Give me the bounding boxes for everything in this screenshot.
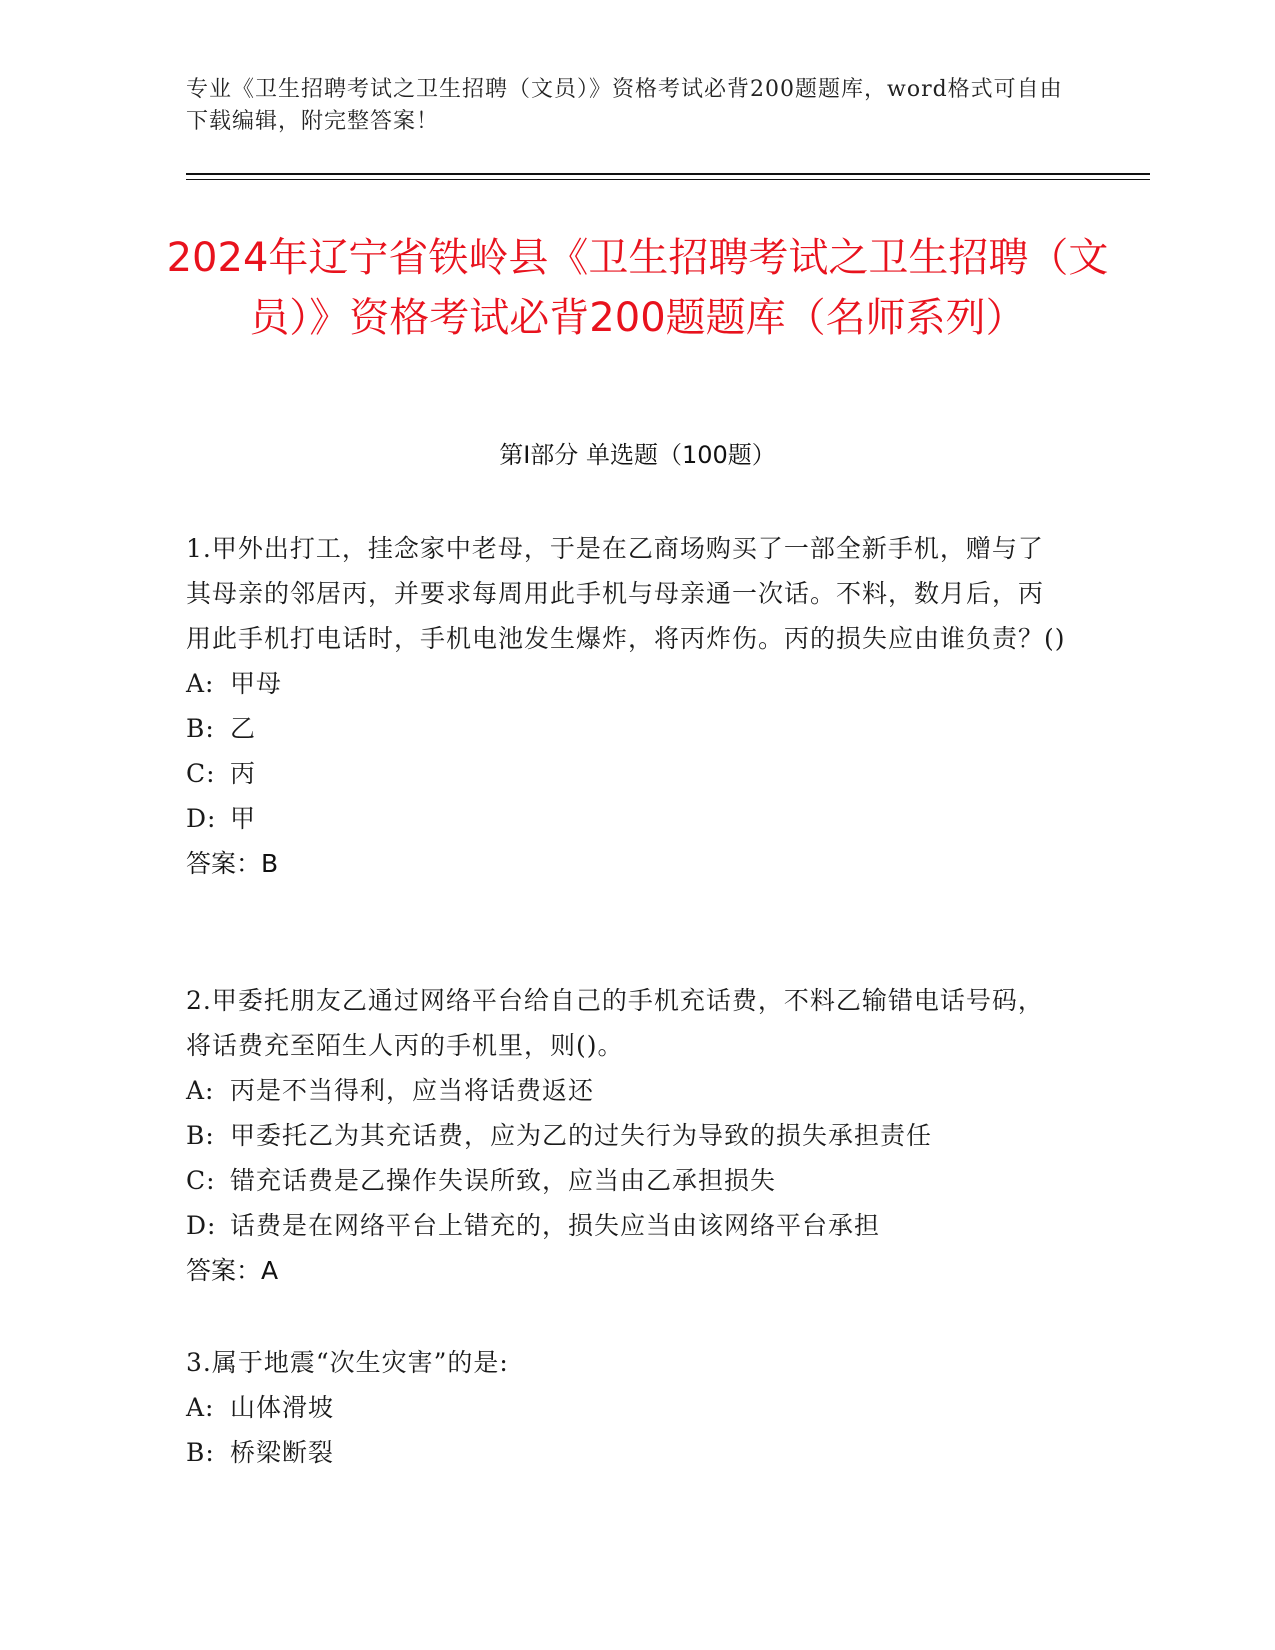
- option-key: B:: [186, 1438, 215, 1467]
- header-note: 专业《卫生招聘考试之卫生招聘（文员）》资格考试必背200题题库，word格式可自由下载编辑，附完整答案！: [186, 77, 1063, 134]
- option-text: 话费是在网络平台上错充的，损失应当由该网络平台承担: [230, 1211, 881, 1240]
- option-b: [186, 1113, 1066, 1158]
- option-b: [186, 1430, 1066, 1475]
- header-divider-thin: [186, 179, 1150, 180]
- question-3: [186, 1340, 1066, 1475]
- question-2: [186, 978, 1066, 1293]
- option-key: A:: [186, 1393, 215, 1422]
- option-text: 甲委托乙为其充话费，应为乙的过失行为导致的损失承担责任: [230, 1121, 933, 1150]
- option-c: [186, 751, 1066, 796]
- question-1: [186, 526, 1066, 886]
- option-key: B:: [186, 714, 215, 743]
- option-key: A:: [186, 669, 215, 698]
- document-title: 2024年辽宁省铁岭县《卫生招聘考试之卫生招聘（文员）》资格考试必背200题题库（名师系列）: [166, 235, 1109, 341]
- option-text: 甲: [230, 804, 257, 833]
- option-a: [186, 1068, 1066, 1113]
- option-d: [186, 1203, 1066, 1248]
- option-a: [186, 1385, 1066, 1430]
- option-text: 甲母: [230, 669, 283, 698]
- option-text: 桥梁断裂: [230, 1438, 335, 1467]
- answer: 答案：A: [186, 1256, 279, 1285]
- option-b: [186, 706, 1066, 751]
- option-key: C:: [186, 759, 216, 788]
- option-key: B:: [186, 1121, 215, 1150]
- question-stem: 3.属于地震“次生灾害”的是:: [186, 1348, 509, 1377]
- answer: 答案：B: [186, 849, 279, 878]
- option-text: 丙是不当得利，应当将话费返还: [230, 1076, 595, 1105]
- option-text: 乙: [230, 714, 257, 743]
- option-text: 错充话费是乙操作失误所致，应当由乙承担损失: [230, 1166, 777, 1195]
- option-d: [186, 796, 1066, 841]
- question-stem: 2.甲委托朋友乙通过网络平台给自己的手机充话费，不料乙输错电话号码，将话费充至陌生人丙的手机里，则()。: [186, 986, 1044, 1060]
- option-key: C:: [186, 1166, 216, 1195]
- option-text: 丙: [230, 759, 257, 788]
- option-text: 山体滑坡: [230, 1393, 335, 1422]
- option-c: [186, 1158, 1066, 1203]
- option-a: [186, 661, 1066, 706]
- header-divider-thick: [186, 173, 1150, 175]
- option-key: D:: [186, 804, 217, 833]
- section-title: 第I部分 单选题（100题）: [499, 441, 776, 469]
- option-key: D:: [186, 1211, 217, 1240]
- option-key: A:: [186, 1076, 215, 1105]
- question-stem: 1.甲外出打工，挂念家中老母，于是在乙商场购买了一部全新手机，赠与了其母亲的邻居丙，并要求每周用此手机与母亲通一次话。不料，数月后，丙用此手机打电话时，手机电池发生爆炸，将丙炸伤。丙的损失应由谁负责？(): [186, 534, 1066, 653]
